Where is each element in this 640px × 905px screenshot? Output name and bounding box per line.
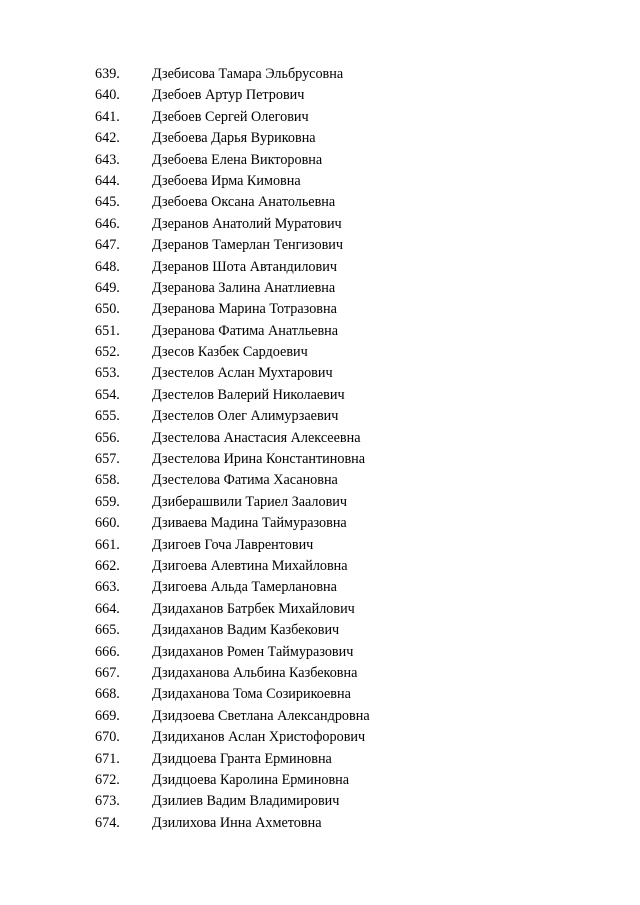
entry-name: Дзиберашвили Тариел Заалович bbox=[152, 493, 348, 510]
entry-name: Дзидцоева Каролина Ерминовна bbox=[152, 771, 350, 788]
list-item bbox=[95, 513, 370, 534]
entry-number: 668. bbox=[95, 686, 120, 703]
entry-number: 665. bbox=[95, 622, 120, 639]
entry-number: 660. bbox=[95, 515, 120, 532]
entry-name: Дзебоева Ирма Кимовна bbox=[152, 172, 301, 189]
entry-number: 663. bbox=[95, 579, 120, 596]
entry-number: 670. bbox=[95, 729, 120, 746]
name-list bbox=[95, 64, 370, 834]
list-item bbox=[95, 535, 370, 556]
entry-name: Дзестелова Фатима Хасановна bbox=[152, 472, 338, 489]
list-item bbox=[95, 278, 370, 299]
list-item bbox=[95, 706, 370, 727]
list-item bbox=[95, 620, 370, 641]
entry-name: Дзигоева Альда Тамерлановна bbox=[152, 579, 337, 596]
entry-name: Дзигоев Гоча Лаврентович bbox=[152, 536, 314, 553]
list-item bbox=[95, 214, 370, 235]
list-item bbox=[95, 492, 370, 513]
list-item bbox=[95, 428, 370, 449]
entry-number: 639. bbox=[95, 66, 120, 82]
list-item bbox=[95, 342, 370, 363]
entry-name: Дзилихова Инна Ахметовна bbox=[152, 814, 322, 831]
list-item bbox=[95, 449, 370, 470]
entry-number: 651. bbox=[95, 322, 120, 339]
list-item bbox=[95, 171, 370, 192]
entry-name: Дзесов Казбек Сардоевич bbox=[152, 344, 308, 361]
entry-name: Дзебоев Сергей Олегович bbox=[152, 108, 309, 125]
entry-number: 652. bbox=[95, 344, 120, 361]
entry-number: 661. bbox=[95, 536, 120, 553]
entry-number: 647. bbox=[95, 237, 120, 254]
entry-number: 641. bbox=[95, 108, 120, 125]
entry-name: Дзидаханова Альбина Казбековна bbox=[152, 664, 358, 681]
entry-name: Дзидаханов Вадим Казбекович bbox=[152, 622, 340, 639]
entry-name: Дзигоева Алевтина Михайловна bbox=[152, 557, 348, 574]
list-item bbox=[95, 85, 370, 106]
entry-number: 646. bbox=[95, 215, 120, 232]
entry-number: 659. bbox=[95, 493, 120, 510]
list-item bbox=[95, 64, 370, 85]
list-item bbox=[95, 192, 370, 213]
entry-number: 673. bbox=[95, 793, 120, 810]
list-item bbox=[95, 556, 370, 577]
entry-number: 658. bbox=[95, 472, 120, 489]
list-item bbox=[95, 749, 370, 770]
entry-name: Дзидаханов Батрбек Михайлович bbox=[152, 600, 355, 617]
list-item bbox=[95, 406, 370, 427]
entry-number: 644. bbox=[95, 172, 120, 189]
entry-name: Дзеранова Залина Анатлиевна bbox=[152, 279, 336, 296]
entry-number: 650. bbox=[95, 301, 120, 318]
entry-name: Дзеранов Шота Автандилович bbox=[152, 258, 337, 275]
entry-number: 645. bbox=[95, 194, 120, 211]
entry-name: Дзилиев Вадим Владимирович bbox=[152, 793, 340, 810]
entry-name: Дзебисова Тамара Эльбрусовна bbox=[152, 66, 344, 82]
entry-number: 655. bbox=[95, 408, 120, 425]
list-item bbox=[95, 299, 370, 320]
list-item bbox=[95, 385, 370, 406]
entry-number: 642. bbox=[95, 130, 120, 147]
list-item bbox=[95, 577, 370, 598]
list-item bbox=[95, 257, 370, 278]
entry-number: 657. bbox=[95, 451, 120, 468]
list-item bbox=[95, 363, 370, 384]
entry-name: Дзебоева Елена Викторовна bbox=[152, 151, 323, 168]
entry-number: 672. bbox=[95, 771, 120, 788]
entry-number: 664. bbox=[95, 600, 120, 617]
entry-name: Дзестелов Олег Алимурзаевич bbox=[152, 408, 339, 425]
entry-name: Дзестелов Валерий Николаевич bbox=[152, 386, 345, 403]
entry-name: Дзестелова Ирина Константиновна bbox=[152, 451, 366, 468]
entry-number: 643. bbox=[95, 151, 120, 168]
list-item bbox=[95, 599, 370, 620]
entry-number: 669. bbox=[95, 707, 120, 724]
list-item bbox=[95, 663, 370, 684]
entry-name: Дзебоева Оксана Анатольевна bbox=[152, 194, 336, 211]
entry-number: 662. bbox=[95, 557, 120, 574]
list-item bbox=[95, 321, 370, 342]
entry-name: Дзидзоева Светлана Александровна bbox=[152, 707, 370, 724]
entry-name: Дзидиханов Аслан Христофорович bbox=[152, 729, 366, 746]
list-item bbox=[95, 642, 370, 663]
entry-name: Дзидцоева Гранта Ерминовна bbox=[152, 750, 332, 767]
entry-number: 667. bbox=[95, 664, 120, 681]
list-item bbox=[95, 727, 370, 748]
entry-number: 649. bbox=[95, 279, 120, 296]
list-item bbox=[95, 791, 370, 812]
entry-name: Дзебоева Дарья Вуриковна bbox=[152, 130, 316, 147]
entry-name: Дзеранов Тамерлан Тенгизович bbox=[152, 237, 344, 254]
entry-number: 648. bbox=[95, 258, 120, 275]
entry-number: 671. bbox=[95, 750, 120, 767]
entry-number: 674. bbox=[95, 814, 120, 831]
entry-number: 640. bbox=[95, 87, 120, 104]
list-item bbox=[95, 128, 370, 149]
entry-number: 656. bbox=[95, 429, 120, 446]
entry-name: Дзидаханова Тома Созирикоевна bbox=[152, 686, 351, 703]
entry-number: 666. bbox=[95, 643, 120, 660]
list-item bbox=[95, 813, 370, 834]
entry-name: Дзидаханов Ромен Таймуразович bbox=[152, 643, 354, 660]
list-item bbox=[95, 684, 370, 705]
entry-name: Дзиваева Мадина Таймуразовна bbox=[152, 515, 347, 532]
entry-name: Дзеранова Фатима Анатльевна bbox=[152, 322, 339, 339]
list-item bbox=[95, 107, 370, 128]
entry-name: Дзестелова Анастасия Алексеевна bbox=[152, 429, 361, 446]
entry-name: Дзеранов Анатолий Муратович bbox=[152, 215, 342, 232]
list-item bbox=[95, 470, 370, 491]
entry-number: 653. bbox=[95, 365, 120, 382]
entry-name: Дзеранова Марина Тотразовна bbox=[152, 301, 337, 318]
list-item bbox=[95, 235, 370, 256]
list-item bbox=[95, 150, 370, 171]
entry-name: Дзебоев Артур Петрович bbox=[152, 87, 305, 104]
entry-name: Дзестелов Аслан Мухтарович bbox=[152, 365, 333, 382]
entry-number: 654. bbox=[95, 386, 120, 403]
list-item bbox=[95, 770, 370, 791]
